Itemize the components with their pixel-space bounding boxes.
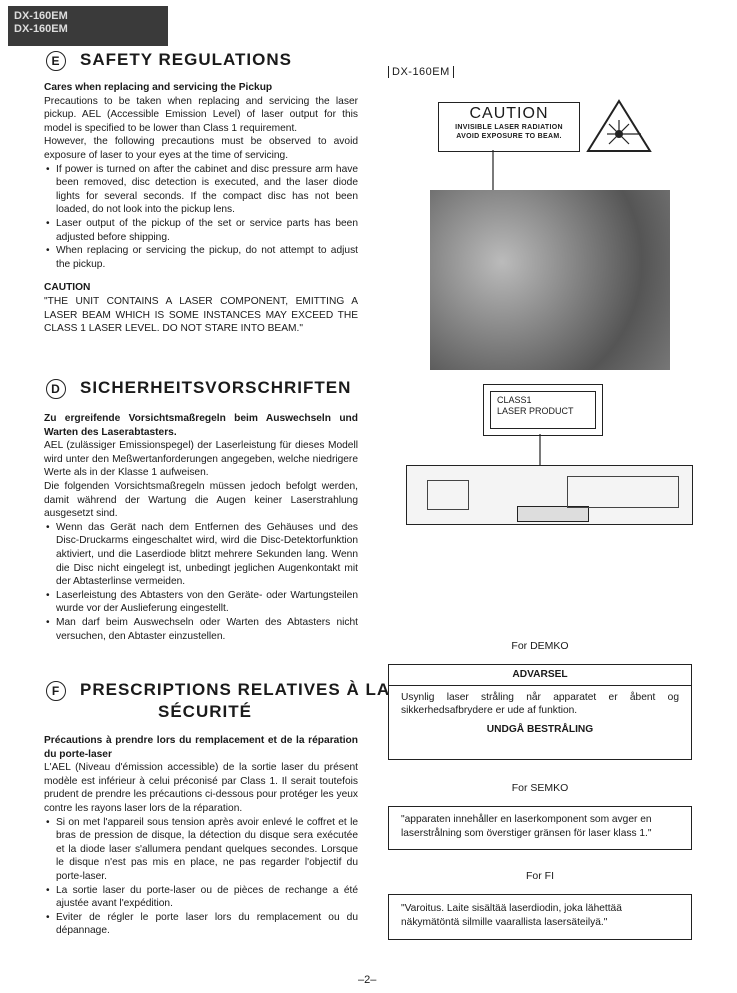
- list-item: • Man darf beim Auswechseln oder Warten des Abtasters nicht versuchen, den Abtaster einzustellen.: [44, 616, 358, 643]
- header-line-1: DX-160EM: [14, 10, 68, 22]
- section-f-letter: F: [46, 681, 66, 701]
- class1-line-1: CLASS1: [497, 395, 532, 405]
- section-d-paragraph-1: AEL (zulässiger Emissionspegel) der Laserleistung für dieses Modell wird unter den Meßwertanforderungen angegeben, welche niedrigere Werte als in der Klasse 1 aufweisen.: [44, 440, 358, 479]
- caution-label-title: CAUTION: [469, 105, 549, 122]
- section-f-title-line-1: PRESCRIPTIONS RELATIVES À LA: [80, 680, 391, 699]
- caution-label-line-2: AVOID EXPOSURE TO BEAM.: [456, 133, 562, 140]
- fi-box: [388, 894, 692, 940]
- section-e-paragraph-1: Precautions to be taken when replacing and servicing the laser pickup. AEL (Accessible Emission Level) of laser output for this model is specified to be lower than Class 1 requirement.: [44, 95, 358, 134]
- section-e-title: [46, 50, 292, 71]
- demko-footer: UNDGÅ BESTRÅLING: [486, 723, 594, 735]
- demko-text: Usynlig laser stråling når apparatet er åbent og sikkerhedsafbrydere er ude af funktion.: [401, 691, 679, 716]
- caution-heading: CAUTION: [44, 282, 91, 294]
- section-f-paragraph-1: L'AEL (Niveau d'émission accessible) de la sortie laser du présent modèle est inférieur à celui préconisé par Class 1. Il serait toutefois prudent de prendre les précautions ci-dessous pour protéger les yeux contre les rayons laser lors de la réparation.: [44, 762, 358, 814]
- list-item: • Laser output of the pickup of the set or service parts has been adjusted before shipping.: [44, 217, 358, 244]
- list-item: • If power is turned on after the cabinet and disc pressure arm have been removed, disc detection is executed, and the laser diode lights for several seconds. If the compact disc has not been loaded, do not look into the pickup lens.: [44, 163, 358, 217]
- semko-caption: For SEMKO: [511, 782, 569, 794]
- class1-label-box: [483, 384, 603, 436]
- section-e-bullets: [44, 163, 358, 272]
- section-d-title-text: SICHERHEITSVORSCHRIFTEN: [80, 378, 352, 397]
- section-f-title: [46, 680, 390, 701]
- fi-text: "Varoitus. Laite sisältää laserdiodin, joka lähettää näkymätöntä silmille vaarallista lasersäteilyä.": [401, 903, 622, 928]
- list-item: • When replacing or servicing the pickup, do not attempt to adjust the pickup.: [44, 244, 358, 271]
- figure-model-label: DX-160EM: [388, 66, 454, 78]
- list-item: • Eviter de régler le porte laser lors du remplacement ou du dépannage.: [44, 911, 358, 938]
- section-d-title: [46, 378, 351, 399]
- section-e-title-text: SAFETY REGULATIONS: [80, 50, 292, 69]
- page-number: –2–: [358, 974, 377, 986]
- section-f-title-line-2: SÉCURITÉ: [158, 702, 252, 721]
- section-f-subhead: Précautions à prendre lors du remplacement et de la réparation du porte-laser: [44, 735, 358, 760]
- section-d-paragraph-2: Die folgenden Vorsichtsmaßregeln müssen jedoch befolgt werden, damit während der Wartung die Augen keiner Laserstrahlung ausgesetzt sind.: [44, 480, 358, 520]
- section-e-body: [44, 81, 358, 336]
- section-e-letter: E: [46, 51, 66, 71]
- header-line-2: DX-160EM: [14, 23, 68, 35]
- demko-heading: ADVARSEL: [389, 665, 691, 686]
- demko-box: [388, 664, 692, 760]
- semko-text: "apparaten innehåller en laserkomponent som avger en laserstrålning som överstiger gränsen för laser klass 1.": [401, 814, 652, 839]
- section-e-subhead: Cares when replacing and servicing the Pickup: [44, 82, 273, 93]
- class1-line-2: LASER PRODUCT: [497, 406, 574, 416]
- caution-label-line-1: INVISIBLE LASER RADIATION: [455, 124, 563, 131]
- unit-rear-panel: [406, 465, 693, 525]
- list-item: • Laserleistung des Abtasters von den Geräte- oder Wartungsteilen wurde vor der Auslieferung eingestellt.: [44, 589, 358, 616]
- pickup-photo: [430, 190, 670, 370]
- section-f-bullets: [44, 816, 358, 938]
- section-d-bullets: [44, 521, 358, 643]
- demko-caption: For DEMKO: [511, 640, 569, 652]
- fi-caption: For FI: [526, 870, 554, 882]
- caution-text: "THE UNIT CONTAINS A LASER COMPONENT, EMITTING A LASER BEAM WHICH IS SOME INSTANCES MAY EXCEED THE CLASS 1 LASER LEVEL. DO NOT STARE INTO BEAM.": [44, 295, 358, 335]
- section-f-body: [44, 734, 358, 938]
- list-item: • Si on met l'appareil sous tension après avoir enlevé le coffret et le bras de pression de disque, la détection du disque sera exécutée et la diode laser s'allumera pendant quelques secondes. Lorsque le disque n'est pas mis en place, ne pas regarder l'objectif du porte-laser.: [44, 816, 358, 884]
- header-model-block: [8, 6, 168, 46]
- list-item: • La sortie laser du porte-laser ou de pièces de rechange a été ajustée avant l'expédition.: [44, 884, 358, 911]
- semko-box: [388, 806, 692, 850]
- list-item: • Wenn das Gerät nach dem Entfernen des Gehäuses und des Disc-Druckarms eingeschaltet wird, wird die Disc-Detektorfunktion aktiviert, und die Laserdiode blitzt mehrere Sekunden lang. Wenn die Disc nicht eingelegt ist, unbedingt jeglichen Augenkontakt mit der Abtasterlinse vermeiden.: [44, 521, 358, 589]
- section-d-subhead: Zu ergreifende Vorsichtsmaßregeln beim Auswechseln und Warten des Laserabtasters.: [44, 413, 358, 438]
- section-e-paragraph-2: However, the following precautions must be observed to avoid exposure of laser to your eyes at the time of servicing.: [44, 136, 358, 161]
- section-d-body: [44, 412, 358, 643]
- section-d-letter: D: [46, 379, 66, 399]
